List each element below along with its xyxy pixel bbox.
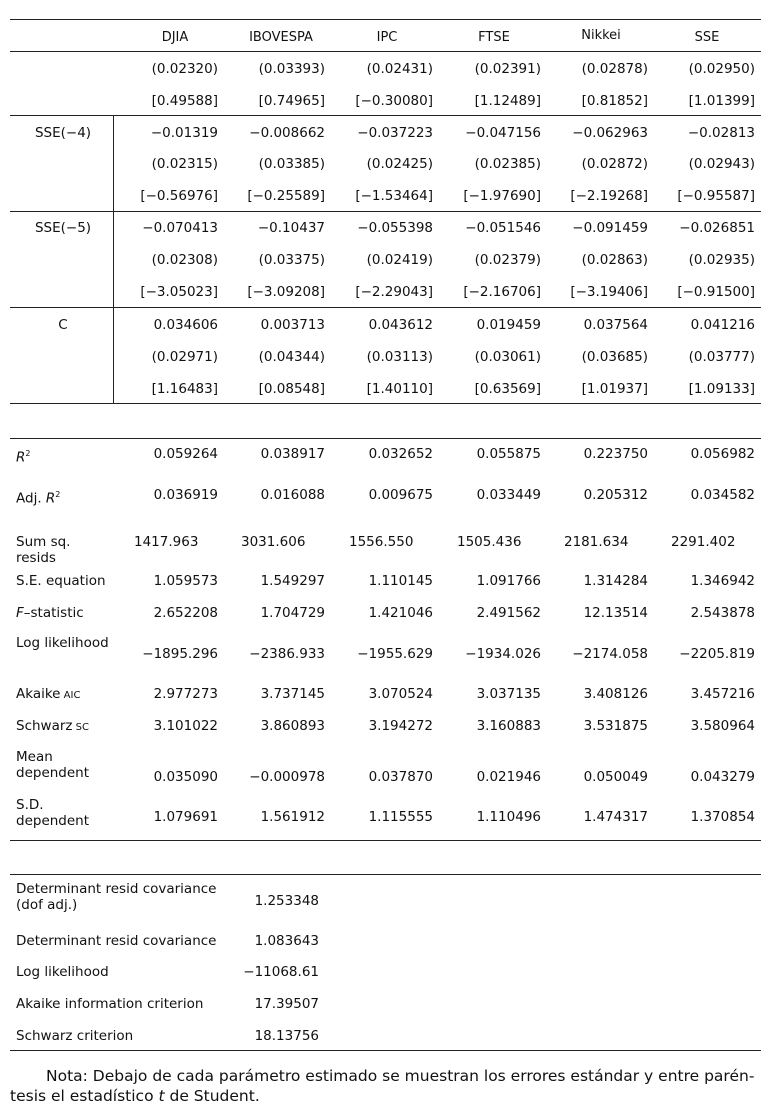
column-header: FTSE xyxy=(478,30,510,45)
stat-value: 1.110496 xyxy=(476,809,541,825)
stat-value: 3.408126 xyxy=(583,686,648,702)
stat-value: 3.860893 xyxy=(260,718,325,734)
stat-value: 1556.550 xyxy=(349,534,414,550)
table-cell: [−0.30080] xyxy=(355,93,433,109)
stat-value: 0.034582 xyxy=(690,487,755,503)
stat-value: −1895.296 xyxy=(142,646,218,662)
summary-value: 17.39507 xyxy=(254,996,319,1012)
row-label: SSE(−4) xyxy=(34,125,92,141)
stat-value: 3.070524 xyxy=(368,686,433,702)
stat-value: 1.370854 xyxy=(690,809,755,825)
rule-line xyxy=(10,438,761,439)
rule-line xyxy=(10,115,761,116)
stat-value: 2.491562 xyxy=(476,605,541,621)
stat-value: 0.050049 xyxy=(583,769,648,785)
table-cell: [0.74965] xyxy=(258,93,325,109)
stat-value: 0.032652 xyxy=(368,446,433,462)
stat-value: 1.115555 xyxy=(368,809,433,825)
table-cell: 0.019459 xyxy=(476,317,541,333)
table-cell: (0.02431) xyxy=(366,61,433,77)
column-separator xyxy=(113,115,114,211)
table-cell: (0.02935) xyxy=(688,252,755,268)
stat-value: 3.194272 xyxy=(368,718,433,734)
table-cell: −0.008662 xyxy=(249,125,325,141)
table-cell: (0.03385) xyxy=(258,156,325,172)
stat-value: −2386.933 xyxy=(249,646,325,662)
stat-value: 3.580964 xyxy=(690,718,755,734)
table-cell: [1.01399] xyxy=(688,93,755,109)
note-line-1: Nota: Debajo de cada parámetro estimado se muestran los errores estándar y entre parén- xyxy=(46,1067,755,1085)
table-cell: 0.037564 xyxy=(583,317,648,333)
table-cell: [0.49588] xyxy=(151,93,218,109)
summary-label: Log likelihood xyxy=(16,964,109,980)
table-cell: −0.091459 xyxy=(572,220,648,236)
column-separator xyxy=(113,211,114,307)
stat-label: Sum sq. resids xyxy=(16,534,71,566)
table-cell: (0.02308) xyxy=(151,252,218,268)
column-header: IPC xyxy=(376,30,398,45)
stat-value: 1.079691 xyxy=(153,809,218,825)
stat-value: 3.457216 xyxy=(690,686,755,702)
stat-value: 0.033449 xyxy=(476,487,541,503)
table-cell: (0.02385) xyxy=(474,156,541,172)
stat-label: Akaike AIC xyxy=(16,686,81,702)
rule-line xyxy=(10,211,761,212)
stat-value: −1955.629 xyxy=(357,646,433,662)
stat-value: 1505.436 xyxy=(457,534,522,550)
stat-value: 0.059264 xyxy=(153,446,218,462)
table-cell: (0.03685) xyxy=(581,349,648,365)
table-cell: −0.037223 xyxy=(357,125,433,141)
table-cell: [−0.56976] xyxy=(140,188,218,204)
table-cell: [−2.29043] xyxy=(355,284,433,300)
table-cell: 0.003713 xyxy=(260,317,325,333)
summary-value: 1.083643 xyxy=(254,933,319,949)
stat-value: 1.346942 xyxy=(690,573,755,589)
table-cell: −0.02813 xyxy=(687,125,755,141)
table-cell: [1.40110] xyxy=(366,381,433,397)
stat-value: 3031.606 xyxy=(241,534,306,550)
summary-label: Determinant resid covariance xyxy=(16,933,217,949)
rule-line xyxy=(10,1050,761,1051)
table-cell: −0.062963 xyxy=(572,125,648,141)
row-label: SSE(−5) xyxy=(34,220,92,236)
table-cell: (0.02943) xyxy=(688,156,755,172)
rule-line xyxy=(10,403,761,404)
table-cell: (0.02878) xyxy=(581,61,648,77)
stat-value: 2181.634 xyxy=(564,534,629,550)
table-cell: 0.043612 xyxy=(368,317,433,333)
stat-value: 1.091766 xyxy=(476,573,541,589)
stat-value: −1934.026 xyxy=(465,646,541,662)
table-cell: −0.047156 xyxy=(465,125,541,141)
stat-label: $R^2$ xyxy=(16,449,31,466)
table-cell: −0.10437 xyxy=(257,220,325,236)
note-line-2-end: de Student. xyxy=(164,1087,260,1105)
stat-label: Log likelihood xyxy=(16,635,109,651)
stat-value: 2.652208 xyxy=(153,605,218,621)
table-cell: −0.026851 xyxy=(679,220,755,236)
stat-label: Schwarz SC xyxy=(16,718,90,734)
table-cell: [−0.25589] xyxy=(247,188,325,204)
summary-label: Schwarz criterion xyxy=(16,1028,134,1044)
table-cell: (0.03061) xyxy=(474,349,541,365)
stat-value: 3.101022 xyxy=(153,718,218,734)
stat-value: 12.13514 xyxy=(583,605,648,621)
table-cell: [0.63569] xyxy=(474,381,541,397)
table-cell: [1.12489] xyxy=(474,93,541,109)
table-cell: (0.02872) xyxy=(581,156,648,172)
summary-value: 1.253348 xyxy=(254,893,319,909)
table-cell: [−2.16706] xyxy=(463,284,541,300)
stat-value: 1.110145 xyxy=(368,573,433,589)
stat-value: 0.009675 xyxy=(368,487,433,503)
stat-label: S.D. dependent xyxy=(16,797,90,829)
stat-label: S.E. equation xyxy=(16,573,106,589)
table-cell: −0.070413 xyxy=(142,220,218,236)
table-cell: −0.051546 xyxy=(465,220,541,236)
stat-value: 1.421046 xyxy=(368,605,433,621)
table-cell: [0.81852] xyxy=(581,93,648,109)
table-cell: (0.03777) xyxy=(688,349,755,365)
table-cell: (0.02863) xyxy=(581,252,648,268)
stat-value: 0.056982 xyxy=(690,446,755,462)
table-cell: (0.02425) xyxy=(366,156,433,172)
stat-value: 0.223750 xyxy=(583,446,648,462)
table-cell: (0.02971) xyxy=(151,349,218,365)
stat-value: 1.561912 xyxy=(260,809,325,825)
stat-value: 0.205312 xyxy=(583,487,648,503)
stat-value: 0.021946 xyxy=(476,769,541,785)
table-cell: 0.041216 xyxy=(690,317,755,333)
stat-value: 1.474317 xyxy=(583,809,648,825)
table-cell: (0.03393) xyxy=(258,61,325,77)
stat-value: 0.055875 xyxy=(476,446,541,462)
table-cell: [1.16483] xyxy=(151,381,218,397)
stat-value: 1417.963 xyxy=(134,534,199,550)
table-cell: (0.02950) xyxy=(688,61,755,77)
table-cell: [1.01937] xyxy=(581,381,648,397)
stat-value: 3.160883 xyxy=(476,718,541,734)
table-cell: 0.034606 xyxy=(153,317,218,333)
table-cell: (0.02419) xyxy=(366,252,433,268)
summary-value: 18.13756 xyxy=(254,1028,319,1044)
stat-value: 1.549297 xyxy=(260,573,325,589)
stat-value: −0.000978 xyxy=(249,769,325,785)
stat-value: 3.737145 xyxy=(260,686,325,702)
stat-value: 2.977273 xyxy=(153,686,218,702)
stat-value: 0.043279 xyxy=(690,769,755,785)
table-cell: (0.03375) xyxy=(258,252,325,268)
note-t-symbol: t xyxy=(158,1087,165,1105)
table-cell: [−1.97690] xyxy=(463,188,541,204)
summary-value: −11068.61 xyxy=(243,964,319,980)
table-cell: [0.08548] xyxy=(258,381,325,397)
table-cell: [−3.05023] xyxy=(140,284,218,300)
table-cell: (0.02391) xyxy=(474,61,541,77)
table-cell: (0.02320) xyxy=(151,61,218,77)
table-cell: [−3.09208] xyxy=(247,284,325,300)
column-header: SSE xyxy=(694,30,720,45)
stat-value: 1.059573 xyxy=(153,573,218,589)
table-cell: (0.02315) xyxy=(151,156,218,172)
rule-line xyxy=(10,307,761,308)
rule-line xyxy=(10,51,761,52)
table-cell: [−0.95587] xyxy=(677,188,755,204)
note-line-2 xyxy=(10,1086,761,1106)
table-cell: [−3.19406] xyxy=(570,284,648,300)
rule-line xyxy=(10,874,761,875)
stat-value: −2205.819 xyxy=(679,646,755,662)
stat-value: 0.037870 xyxy=(368,769,433,785)
table-cell: −0.055398 xyxy=(357,220,433,236)
table-cell: (0.04344) xyxy=(258,349,325,365)
summary-label: Akaike information criterion xyxy=(16,996,204,1012)
stat-value: 2.543878 xyxy=(690,605,755,621)
stat-value: 0.016088 xyxy=(260,487,325,503)
table-cell: (0.03113) xyxy=(366,349,433,365)
stat-value: 3.531875 xyxy=(583,718,648,734)
note-line-2-text: tesis el estadístico xyxy=(10,1087,159,1105)
column-header: Nikkei xyxy=(581,28,621,43)
stat-value: 0.038917 xyxy=(260,446,325,462)
stat-label: F–statistic xyxy=(16,605,84,621)
stat-label: Adj. $R^2$ xyxy=(16,490,61,507)
table-cell: [1.09133] xyxy=(688,381,755,397)
table-cell: [−0.91500] xyxy=(677,284,755,300)
table-cell: [−2.19268] xyxy=(570,188,648,204)
table-cell: (0.02379) xyxy=(474,252,541,268)
table-cell: [−1.53464] xyxy=(355,188,433,204)
stat-value: −2174.058 xyxy=(572,646,648,662)
stat-value: 2291.402 xyxy=(671,534,736,550)
table-cell: −0.01319 xyxy=(150,125,218,141)
row-label: C xyxy=(58,317,68,333)
column-header: DJIA xyxy=(161,30,189,45)
stat-value: 0.036919 xyxy=(153,487,218,503)
table-note xyxy=(10,1066,761,1106)
stat-value: 1.704729 xyxy=(260,605,325,621)
stat-value: 1.314284 xyxy=(583,573,648,589)
stat-value: 0.035090 xyxy=(153,769,218,785)
stat-label: Mean dependent xyxy=(16,749,90,781)
stat-value: 3.037135 xyxy=(476,686,541,702)
rule-line xyxy=(10,19,761,20)
summary-label: Determinant resid covariance (dof adj.) xyxy=(16,881,217,913)
column-header: IBOVESPA xyxy=(249,30,313,45)
column-separator xyxy=(113,307,114,403)
rule-line xyxy=(10,840,761,841)
